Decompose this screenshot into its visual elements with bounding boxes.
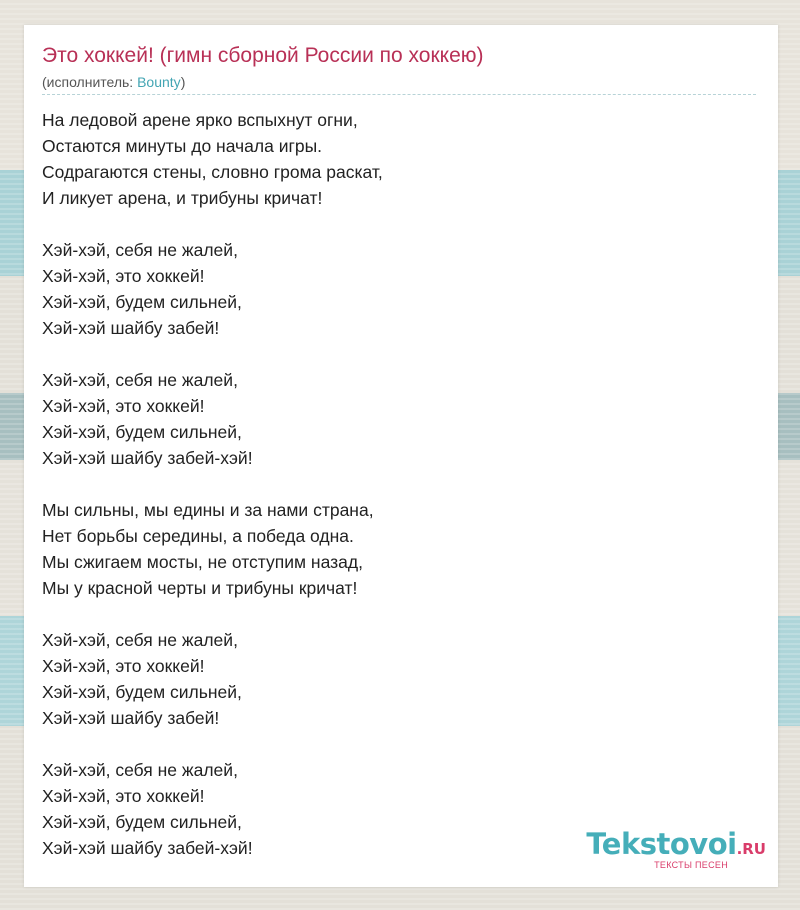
lyrics-stanza bbox=[42, 627, 383, 731]
lyric-line: Хэй-хэй, это хоккей! bbox=[42, 266, 205, 286]
artist-link[interactable]: Bounty bbox=[137, 74, 181, 90]
lyric-line: Хэй-хэй шайбу забей-хэй! bbox=[42, 838, 253, 858]
logo-tagline: ТЕКСТЫ ПЕСЕН bbox=[654, 860, 728, 870]
lyric-line: Хэй-хэй, это хоккей! bbox=[42, 396, 205, 416]
lyric-line: И ликует арена, и трибуны кричат! bbox=[42, 188, 323, 208]
lyric-line: Мы сжигаем мосты, не отступим назад, bbox=[42, 552, 363, 572]
artist-suffix: ) bbox=[180, 74, 186, 90]
lyrics-stanza bbox=[42, 237, 383, 341]
lyric-line: Хэй-хэй, будем сильней, bbox=[42, 812, 242, 832]
lyric-line: Хэй-хэй, будем сильней, bbox=[42, 422, 242, 442]
lyric-line: Хэй-хэй шайбу забей! bbox=[42, 318, 220, 338]
logo-tld: .RU bbox=[736, 840, 766, 858]
lyric-line: Хэй-хэй, себя не жалей, bbox=[42, 630, 238, 650]
lyric-line: Хэй-хэй, будем сильней, bbox=[42, 682, 242, 702]
lyrics-stanza bbox=[42, 367, 383, 471]
lyric-line: Мы у красной черты и трибуны кричат! bbox=[42, 578, 358, 598]
artist-line bbox=[42, 74, 185, 90]
lyric-line: Мы сильны, мы едины и за нами страна, bbox=[42, 500, 374, 520]
lyric-line: Хэй-хэй, себя не жалей, bbox=[42, 240, 238, 260]
lyric-line: Хэй-хэй шайбу забей! bbox=[42, 708, 220, 728]
lyrics-stanza bbox=[42, 107, 383, 211]
lyric-line: Содрагаются стены, словно грома раскат, bbox=[42, 162, 383, 182]
lyric-line: Хэй-хэй, это хоккей! bbox=[42, 656, 205, 676]
logo-name: Tekstovoi bbox=[586, 827, 737, 861]
lyrics-text bbox=[42, 107, 383, 887]
title-divider bbox=[42, 94, 756, 95]
lyrics-stanza bbox=[42, 497, 383, 601]
lyric-line: Хэй-хэй, это хоккей! bbox=[42, 786, 205, 806]
lyric-line: Хэй-хэй, себя не жалей, bbox=[42, 370, 238, 390]
lyric-line: На ледовой арене ярко вспыхнут огни, bbox=[42, 110, 358, 130]
lyrics-sheet bbox=[24, 25, 778, 887]
song-title: Это хоккей! (гимн сборной России по хоккею) bbox=[42, 44, 484, 67]
lyric-line: Остаются минуты до начала игры. bbox=[42, 136, 323, 156]
lyric-line: Хэй-хэй, будем сильней, bbox=[42, 292, 242, 312]
artist-prefix: (исполнитель: bbox=[42, 74, 138, 90]
lyric-line: Нет борьбы середины, а победа одна. bbox=[42, 526, 354, 546]
lyric-line: Хэй-хэй, себя не жалей, bbox=[42, 760, 238, 780]
lyrics-stanza bbox=[42, 757, 383, 861]
site-logo[interactable] bbox=[556, 827, 766, 873]
lyric-line: Хэй-хэй шайбу забей-хэй! bbox=[42, 448, 253, 468]
